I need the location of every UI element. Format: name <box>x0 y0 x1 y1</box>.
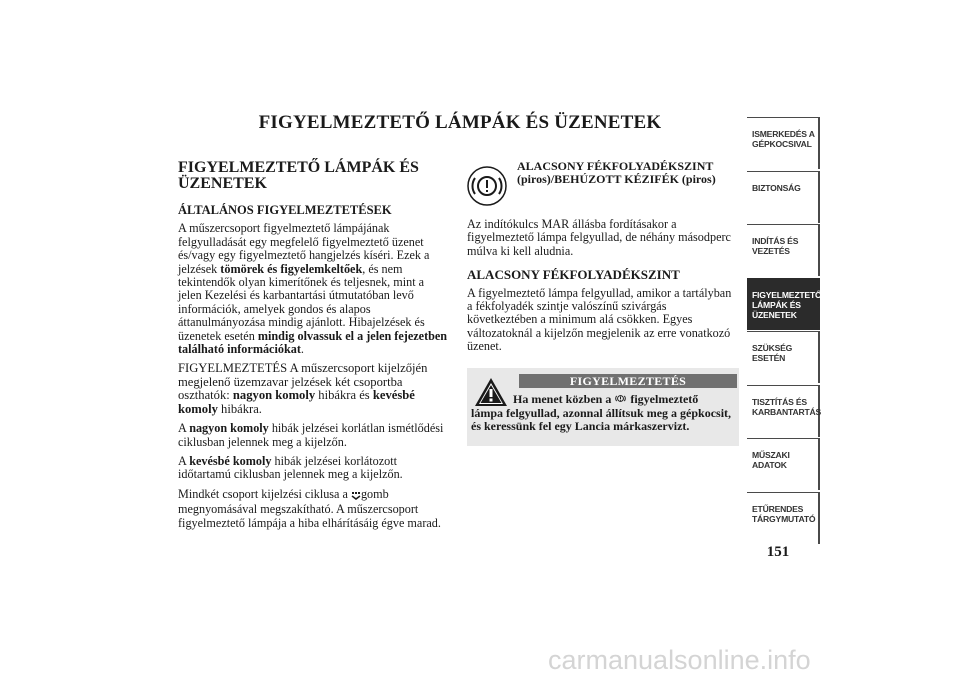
brake-warning-title: ALACSONY FÉKFOLYADÉKSZINT (piros)/BEHÚZOTT KÉZIFÉK (piros) <box>517 159 716 186</box>
tab-muszaki[interactable]: MŰSZAKI ADATOK <box>747 438 820 490</box>
tab-inditas[interactable]: INDÍTÁS ÉS VEZETÉS <box>747 224 820 276</box>
warning-label: FIGYELMEZTETÉS <box>519 374 737 388</box>
warning-text: Ha menet közben a figyelmeztető lámpa felgyullad, azonnal állítsuk meg a gépkocsit, és keressünk fel egy Lancia márkaszervizt. <box>471 391 732 434</box>
tab-szukseg[interactable]: SZÜKSÉG ESETÉN <box>747 331 820 383</box>
paragraph-less-serious: A kevésbé komoly hibák jelzései korlátozott időtartamú ciklusban jelennek meg a kijelzőn. <box>178 453 403 482</box>
paragraph-ignition: Az indítókulcs MAR állásba fordításakor a figyelmeztető lámpa felgyullad, de néhány másodperc múlva ki kell aludnia. <box>467 217 731 258</box>
brake-warning-icon <box>467 166 507 206</box>
tab-figyelmezteto[interactable]: FIGYELMEZTETŐ LÁMPÁK ÉS ÜZENETEK <box>747 278 820 330</box>
right-column <box>467 160 739 446</box>
tab-ismerkedes[interactable]: ISMERKEDÉS A GÉPKOCSIVAL <box>747 117 820 169</box>
paragraph-button: Mindkét csoport kijelzési ciklusa a gomb megnyomásával megszakítható. A műszercsoport figyelmeztető lámpája a hiba elhárításáig égve marad. <box>178 486 441 530</box>
section-heading: FIGYELMEZTETŐ LÁMPÁK ÉS ÜZENETEK <box>178 159 419 192</box>
paragraph-low-brake-fluid: A figyelmeztető lámpa felgyullad, amikor a tartályban a fékfolyadék szintje valószínű szivárgás következtében a minimum alá csökken. Egyes változatoknál a kijelzőn megjelenik az erre vonatkozó üzenet. <box>467 285 732 354</box>
paragraph-serious: A nagyon komoly hibák jelzései korlátlan ismétlődési ciklusban jelennek meg a kijelzőn. <box>178 421 444 449</box>
paragraph-categories: FIGYELMEZTETÉS A műszercsoport kijelzőjén megjelenő üzemzavar jelzések két csoportba oszthatók: nagyon komoly hibákra és kevésbé komoly hibákra. <box>178 361 428 416</box>
page-title: FIGYELMEZTETŐ LÁMPÁK ÉS ÜZENETEK <box>258 112 662 133</box>
paragraph-intro: A műszercsoport figyelmeztető lámpájának felgyulladását egy megfelelő figyelmeztető üzenet és/vagy egy figyelmeztető hangjelzés kíséri. Ezek a jelzések tömörek és figyelemkeltőek, és nem tekintendők olyan kimerítőnek és teljesnek, mint a jelen Kezelési és karbantartási útmutatóban levő információk, amelyek gondos és alapos áttanulmányozása mindig ajánlott. Hibajelzések és üzenetek esetén mindig olvassuk el a jelen fejezetben található információkat. <box>178 221 448 357</box>
warning-box <box>467 368 739 446</box>
chapter-tabs <box>747 117 820 545</box>
subheading-general: ÁLTALÁNOS FIGYELMEZTETÉSEK <box>178 203 392 217</box>
tab-tisztitas[interactable]: TISZTÍTÁS ÉS KARBANTARTÁS <box>747 385 820 437</box>
subheading-low-brake-fluid: ALACSONY FÉKFOLYADÉKSZINT <box>467 267 680 283</box>
left-column <box>178 160 450 536</box>
tab-targymutato[interactable]: ETŰRENDES TÁRGYMUTATÓ <box>747 492 820 544</box>
tab-biztonsag[interactable]: BIZTONSÁG <box>747 171 820 223</box>
brake-warning-header <box>467 160 739 218</box>
brake-warning-icon <box>614 392 627 408</box>
menu-button-icon <box>351 489 361 503</box>
watermark: carmanualsonline.info <box>548 645 811 675</box>
page-number: 151 <box>766 544 790 560</box>
